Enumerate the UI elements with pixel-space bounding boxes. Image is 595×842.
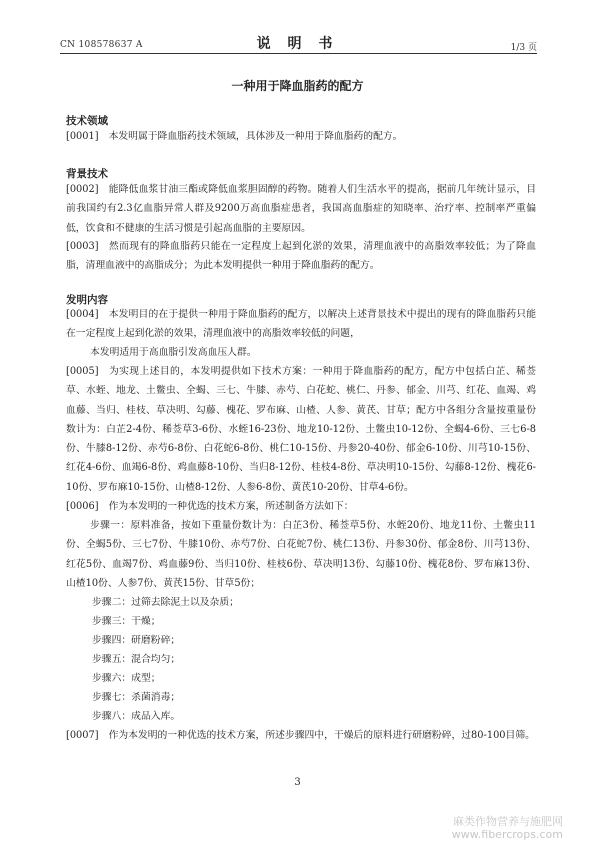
paragraph-0006	[66, 497, 536, 516]
paragraph-number: [0007]	[66, 730, 99, 741]
paragraph-text: 能降低血浆甘油三酯或降低血浆胆固醇的药物。随着人们生活水平的提高，据前几年统计显示，目前我国约有2.3亿血脂异常人群及9200万高血脂症患者，我国高血脂症的知晓率、治疗率、控制率严重偏低，饮食和不健康的生活习惯是引起高血脂的主要原因。	[66, 184, 536, 234]
paragraph-number: [0003]	[66, 241, 99, 252]
paragraph-number: [0001]	[66, 131, 99, 142]
paragraph-0004-continued: 本发明适用于高血脂引发高血压人群。	[90, 347, 257, 358]
document-title: 一种用于降血脂药的配方	[231, 79, 364, 93]
watermark-site-name: 麻类作物营养与施肥网	[453, 815, 563, 828]
paragraph-number: [0004]	[66, 309, 99, 320]
section-heading-background: 背景技术	[66, 168, 108, 180]
document-number: CN 108578637 A	[60, 40, 143, 50]
section-heading-tech-field: 技术领域	[66, 115, 108, 127]
paragraph-0007	[66, 726, 536, 745]
paragraph-number: [0002]	[66, 184, 99, 195]
paragraph-0004	[66, 305, 536, 344]
watermark-url: www.fibercrops.com	[451, 828, 563, 841]
step-seven: 步骤七：杀菌消毒；	[92, 692, 181, 703]
paragraph-0003	[66, 237, 536, 276]
step-one: 步骤一：原料准备，按如下重量份数计为：白芷3份、稀莶草5份、水蛭20份、地龙11份、土鳖虫11份、全蝎5份、三七7份、牛膝10份、赤芍7份、白花蛇7份、桃仁13份、丹参30份、郁金8份、川芎13份、红花5份、血竭7份、鸡血藤9份、当归10份、桂枝6份、草决明13份、勾藤10份、槐花8份、罗布麻13份、山楂10份、人参7份、黄芪15份、甘草5份；	[66, 520, 536, 589]
paragraph-number: [0006]	[66, 501, 99, 512]
header-divider	[60, 53, 537, 54]
paragraph-text: 为实现上述目的，本发明提供如下技术方案：一种用于降血脂药的配方，配方中包括白芷、稀莶草、水蛭、地龙、土鳖虫、全蝎、三七、牛膝、赤芍、白花蛇、桃仁、丹参、郁金、川芎、红花、血竭、鸡血藤、当归、桂枝、草决明、勾藤、槐花、罗布麻、山楂、人参、黄芪、甘草；配方中各组分含量按重量份数计为：白芷2-4份、稀莶草3-6份、水蛭16-23份、地龙10-12份、土鳖虫10-12份、全蝎4-6份、三七6-8份、牛膝8-12份、赤芍6-8份、白花蛇6-8份、桃仁10-15份、丹参20-40份、郁金6-10份、川芎10-15份、红花4-6份、血竭6-8份、鸡血藤8-10份、当归8-12份、桂枝4-8份、草决明10-15份、勾藤8-12份、槐花6-10份、罗布麻10-15份、山楂8-12份、人参6-8份、黄芪10-20份、甘草4-6份。	[66, 366, 536, 493]
watermark	[452, 815, 563, 841]
paragraph-0001	[66, 127, 536, 146]
page-indicator: 1/3 页	[510, 43, 537, 53]
paragraph-text: 本发明目的在于提供一种用于降血脂药的配方，以解决上述背景技术中提出的现有的降血脂药只能在一定程度上起到化淤的效果，清理血液中的高脂效率较低的问题，	[66, 309, 536, 340]
paragraph-text: 然而现有的降血脂药只能在一定程度上起到化淤的效果，清理血液中的高脂效率较低；为了降血脂，清理血液中的高脂成分；为此本发明提供一种用于降血脂药的配方。	[66, 241, 536, 272]
step-eight: 步骤八：成品入库。	[92, 711, 181, 722]
paragraph-text: 本发明属于降血脂药技术领域，具体涉及一种用于降血脂药的配方。	[108, 131, 403, 142]
section-title: 说 明 书	[256, 36, 339, 52]
paragraph-0002	[66, 180, 536, 238]
step-four: 步骤四：研磨粉碎；	[92, 635, 181, 646]
step-two: 步骤二：过筛去除泥土以及杂质；	[92, 597, 239, 608]
page-number: 3	[294, 777, 301, 788]
step-six: 步骤六：成型；	[92, 673, 161, 684]
paragraph-number: [0005]	[66, 366, 99, 377]
step-five: 步骤五：混合均匀；	[92, 654, 181, 665]
paragraph-text: 作为本发明的一种优选的技术方案，所述步骤四中，干燥后的原料进行研磨粉碎，过80-100目筛。	[108, 730, 535, 741]
section-heading-invention: 发明内容	[66, 294, 108, 306]
step-three: 步骤三：干燥；	[92, 616, 161, 627]
paragraph-text: 作为本发明的一种优选的技术方案，所述制备方法如下：	[108, 501, 354, 512]
paragraph-0005	[66, 362, 536, 497]
